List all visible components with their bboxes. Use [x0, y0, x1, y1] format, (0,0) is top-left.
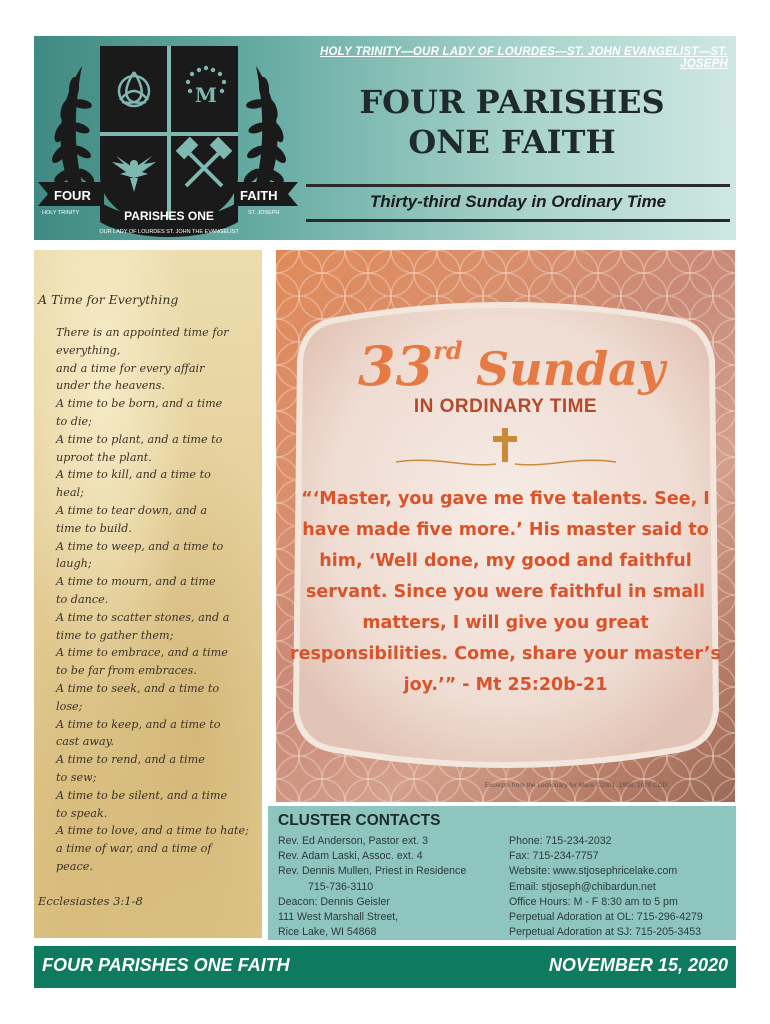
- poem-line: to sew;: [56, 770, 97, 784]
- copyright-credit: Excerpts from the Lectionary for Mass ©2001, 1998, 1970 CCD: [484, 782, 668, 789]
- poem-line: laugh;: [56, 557, 92, 571]
- laurel-right-icon: [241, 66, 288, 196]
- poem-line: and a time for every affair: [56, 361, 205, 375]
- email-link[interactable]: Email: stjoseph@chibardun.net: [509, 880, 656, 893]
- contact-line: Deacon: Dennis Geisler: [278, 895, 390, 908]
- contact-line: 111 West Marshall Street,: [278, 911, 399, 924]
- poem-line: to speak.: [56, 806, 108, 820]
- graphic-title-number: 33rd: [358, 334, 463, 398]
- footer-title: FOUR PARISHES ONE FAITH: [42, 955, 290, 975]
- scripture-sidebar: [34, 250, 262, 938]
- poem-line: heal;: [56, 486, 84, 500]
- fax-number: Fax: 715-234-7757: [509, 850, 599, 863]
- crest-left-small: HOLY TRINITY: [42, 210, 80, 216]
- crest-left-banner: FOUR: [54, 188, 91, 203]
- graphic-subtitle: IN ORDINARY TIME: [413, 396, 598, 417]
- poem-line: A time to love, and a time to hate;: [56, 824, 249, 838]
- poem-line: cast away.: [56, 735, 115, 749]
- newsletter-title: [310, 82, 714, 162]
- cross-icon: [490, 426, 520, 466]
- parish-crest-logo: [34, 36, 304, 240]
- poem-line: lose;: [56, 699, 83, 713]
- liturgical-occasion: Thirty-third Sunday in Ordinary Time: [369, 192, 667, 211]
- gospel-quote: “‘Master, you gave me five talents. See, I have made five more.’ His master said to him, ‘Well done, my good and faithful servant. Since you were faithful in small matters, I will give you great responsibilities. Come, share your master’s joy.’” - Mt 25:20b-21: [290, 489, 721, 695]
- footer-bar: [34, 946, 736, 988]
- divider-top: [306, 184, 730, 187]
- crest-center-banner: PARISHES ONE: [124, 209, 214, 223]
- crest-right-banner: FAITH: [240, 188, 278, 203]
- poem-line: uproot the plant.: [56, 450, 152, 464]
- graphic-title-word: Sunday: [476, 342, 665, 396]
- poem-line: A time to be born, and a time: [56, 397, 223, 411]
- phone-number: Phone: 715-234-2032: [509, 835, 612, 847]
- footer-date: NOVEMBER 15, 2020: [548, 955, 728, 975]
- office-contacts: [509, 834, 733, 940]
- office-hours: Office Hours: M - F 8:30 am to 5 pm: [509, 895, 678, 908]
- poem-line: to die;: [56, 414, 92, 428]
- contacts-title: CLUSTER CONTACTS: [278, 812, 441, 829]
- poem-line: under the heavens.: [56, 379, 165, 393]
- crest-right-small: ST. JOSEPH: [248, 210, 280, 216]
- poem-line: A time to rend, and a time: [56, 753, 205, 767]
- contact-line: Rev. Adam Laski, Assoc. ext. 4: [278, 850, 423, 863]
- poem-line: to dance.: [56, 592, 109, 606]
- contact-line: Rev. Ed Anderson, Pastor ext. 3: [278, 835, 428, 847]
- title-line-1: FOUR PARISHES: [359, 83, 665, 121]
- poem-line: A time to be silent, and a time: [56, 788, 228, 802]
- poem-line: to be far from embraces.: [56, 664, 197, 678]
- poem-line: A time to seek, and a time to: [56, 681, 220, 695]
- poem-line: A time to mourn, and a time: [56, 575, 216, 589]
- parishes-list: HOLY TRINITY—OUR LADY OF LOURDES—ST. JOHN EVANGELIST—ST. JOSEPH: [320, 46, 728, 70]
- poem-line: time to gather them;: [56, 628, 174, 642]
- clergy-contacts: [278, 834, 508, 940]
- poem-line: everything,: [56, 343, 121, 357]
- contact-line: 715-736-3110: [308, 880, 374, 893]
- poem-heading: A Time for Everything: [38, 292, 179, 307]
- website-link[interactable]: Website: www.stjosephricelake.com: [509, 865, 678, 878]
- header-banner: [34, 36, 736, 240]
- svg-text:M: M: [194, 83, 218, 107]
- contact-line: Rice Lake, WI 54868: [278, 926, 377, 939]
- poem-citation: Ecclesiastes 3:1-8: [38, 894, 143, 908]
- poem-line: A time to tear down, and a: [56, 503, 208, 517]
- adoration-sj: Perpetual Adoration at SJ: 715-205-3453: [509, 926, 702, 939]
- poem-line: A time to kill, and a time to: [56, 468, 211, 482]
- poem-body: [56, 324, 256, 876]
- crest-bottom-small: OUR LADY OF LOURDES ST. JOHN THE EVANGELIST: [99, 229, 239, 235]
- contact-line: Rev. Dennis Mullen, Priest in Residence: [278, 865, 467, 878]
- title-line-2: ONE FAITH: [408, 123, 616, 161]
- poem-line: There is an appointed time for: [56, 326, 229, 339]
- cluster-contacts: [268, 806, 736, 940]
- poem-line: A time to keep, and a time to: [56, 717, 221, 731]
- sunday-graphic: [276, 250, 735, 802]
- poem-line: A time to embrace, and a time: [56, 646, 228, 660]
- poem-line: A time to weep, and a time to: [56, 539, 224, 553]
- laurel-left-icon: [49, 66, 96, 196]
- poem-line: time to build.: [56, 521, 132, 535]
- poem-line: a time of war, and a time of: [56, 842, 212, 856]
- adoration-ol: Perpetual Adoration at OL: 715-296-4279: [509, 911, 703, 924]
- poem-line: A time to scatter stones, and a: [56, 610, 230, 624]
- poem-line: A time to plant, and a time to: [56, 432, 223, 446]
- divider-bottom: [306, 219, 730, 222]
- poem-line: peace.: [56, 859, 93, 873]
